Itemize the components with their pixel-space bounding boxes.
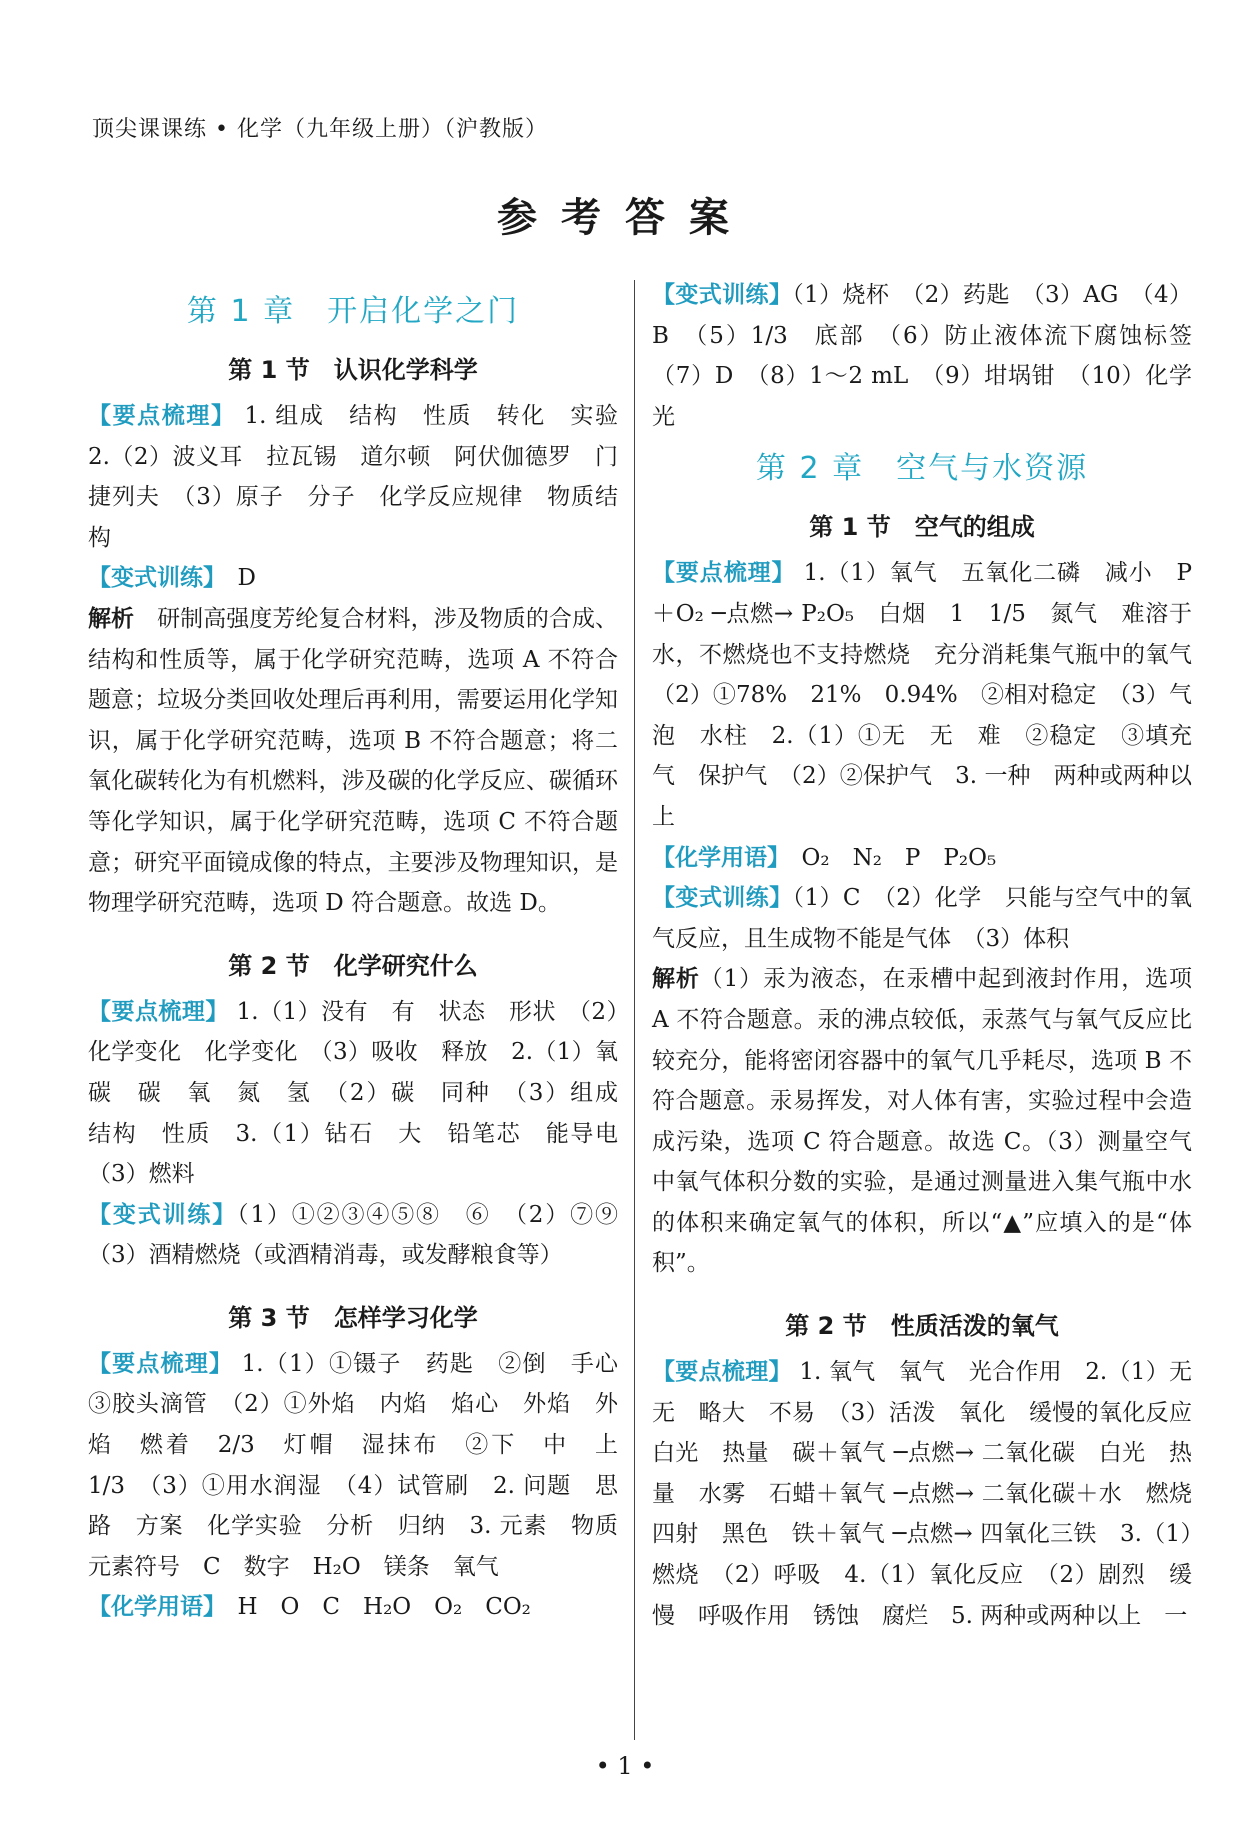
page-number: • 1 • [595,1752,655,1780]
tag-key-points: 【要点梳理】 [88,1350,234,1377]
tag-practice: 【变式训练】 [88,1201,238,1228]
section-1-3-practice [652,275,1215,437]
tag-chem-terms: 【化学用语】 [88,1594,215,1621]
left-column [88,280,642,1628]
section-1-2-key-points [88,992,641,1195]
tag-key-points: 【要点梳理】 [88,403,236,429]
answer-text: （1）烧杯 （2）药匙 （3）AG （4）B （5）1/3 底部 （6）防止液体流下腐蚀标签 （7）D （8）1～2 mL （9）坩埚钳 （10）化学 光 [652,282,1215,430]
answer-text: H O C H₂O O₂ CO₂ [214,1594,531,1621]
analysis-text: （1）汞为液态，在汞槽中起到液封作用，选项 A 不符合题意。汞的沸点较低，汞蒸气与氧气反应比较充分，能将密闭容器中的氧气几乎耗尽，选项 B 不符合题意。汞易挥发，对人体有害，实验过程中会造成污染，选项 C 符合题意。故选 C。（3）测量空气中氧气体积分数的实验，是通过测量进入集气瓶中水的体积来确定氧气的体积，所以“▲”应填入的是“体积”。 [652,966,1192,1277]
tag-key-points: 【要点梳理】 [652,1359,792,1386]
analysis-label: 解析 [652,966,700,993]
answer-text: 1.（1）没有 有 状态 形状 （2）化学变化 化学变化 （3）吸收 释放 2.（1）氧 碳 碳 氧 氮 氢 （2）碳 同种 （3）组成 结构 性质 3.（1）钻石 大 铅笔芯 能导电 （3）燃料 [88,998,641,1188]
section-1-2-practice [88,1195,641,1276]
section-1-3-chem-terms [88,1587,618,1628]
chapter-1-heading: 第 1 章 开启化学之门 [186,294,520,329]
section-2-1-analysis [652,959,1192,1284]
section-1-2-heading: 第 2 节 化学研究什么 [228,951,478,980]
section-1-1-practice [88,558,618,599]
analysis-label: 解析 [88,605,135,632]
section-1-1-key-points [88,396,642,558]
right-column [652,275,1215,1636]
answer-text: 1. 氧气 氧气 光合作用 2.（1）无 无 略大 不易 （3）活泼 氧化 缓慢的氧化反应 白光 热量 碳＋氧气 ─点燃→ 二氧化碳 白光 热量 水雾 石蜡＋氧气 ─点燃→ 二氧化碳＋水 燃烧 四射 黑色 铁＋氧气 ─点燃→ 四氧化三铁 3.（1）燃烧 （2）呼吸 4.（1）氧化反应 （2）剧烈 缓慢 呼吸作用 锈蚀 腐烂 5. 两种或两种以上 一 [652,1359,1215,1629]
section-1-3-heading: 第 3 节 怎样学习化学 [228,1303,478,1332]
section-2-1-key-points [652,553,1215,837]
answer-text: 1.（1）①镊子 药匙 ②倒 手心 ③胶头滴管 （2）①外焰 内焰 焰心 外焰 外焰 燃着 2/3 灯帽 湿抹布 ②下 中 上 1/3 （3）①用水润湿 （4）试管刷 2. 问题 思路 方案 化学实验 分析 归纳 3. 元素 物质 元素符号 C 数字 H₂O 镁条 氧气 [88,1350,642,1580]
answer-text: （1）C （2）化学 只能与空气中的氧气反应，且生成物不能是气体 （3）体积 [652,885,1192,952]
section-1-1-heading: 第 1 节 认识化学科学 [228,356,478,384]
section-1-1-analysis [88,599,618,924]
section-2-1-practice [652,878,1192,959]
analysis-text: 研制高强度芳纶复合材料，涉及物质的合成、结构和性质等，属于化学研究范畴，选项 A 不符合题意；垃圾分类回收处理后再利用，需要运用化学知识，属于化学研究范畴，选项 B 不符合题意；将二氧化碳转化为有机燃料，涉及碳的化学反应、碳循环等化学知识，属于化学研究范畴，选项 C 不符合题意；研究平面镜成像的特点，主要涉及物理知识，是物理学研究范畴，选项 D 符合题意。故选 D。 [88,605,619,917]
tag-practice: 【变式训练】 [88,565,215,592]
section-2-2-key-points [652,1352,1215,1636]
section-2-1-heading: 第 1 节 空气的组成 [809,513,1035,542]
answer-text: （1）①②③④⑤⑧ ⑥ （2）⑦⑨ （3）酒精燃烧（或酒精消毒，或发酵粮食等） [88,1201,641,1269]
chapter-2-heading: 第 2 章 空气与水资源 [755,451,1089,487]
tag-key-points: 【要点梳理】 [88,998,229,1025]
section-2-2-heading: 第 2 节 性质活泼的氧气 [785,1312,1059,1341]
page-title: 参考答案 [497,195,753,241]
answer-text: D [214,565,256,592]
tag-practice: 【变式训练】 [652,282,793,308]
tag-practice: 【变式训练】 [652,885,793,912]
answer-text: O₂ N₂ P P₂O₅ [778,844,997,871]
running-header: 顶尖课课练 • 化学（九年级上册）（沪教版） [92,117,548,142]
section-2-1-chem-terms [652,838,1192,879]
answer-text: 1.（1）氧气 五氧化二磷 减小 P＋O₂ ─点燃→ P₂O₅ 白烟 1 1/5 氮气 难溶于水，不燃烧也不支持燃烧 充分消耗集气瓶中的氧气 （2）①78% 21% 0.94% ②相对稳定 （3）气泡 水柱 2.（1）①无 无 难 ②稳定 ③填充气 保护气 （2）②保护气 3. 一种 两种或两种以上 [652,560,1215,830]
answer-text: 1. 组成 结构 性质 转化 实验 2.（2）波义耳 拉瓦锡 道尔顿 阿伏伽德罗 门捷列夫 （3）原子 分子 化学反应规律 物质结构 [88,403,642,551]
tag-chem-terms: 【化学用语】 [652,844,779,871]
section-1-3-key-points [88,1344,642,1588]
tag-key-points: 【要点梳理】 [652,560,796,587]
